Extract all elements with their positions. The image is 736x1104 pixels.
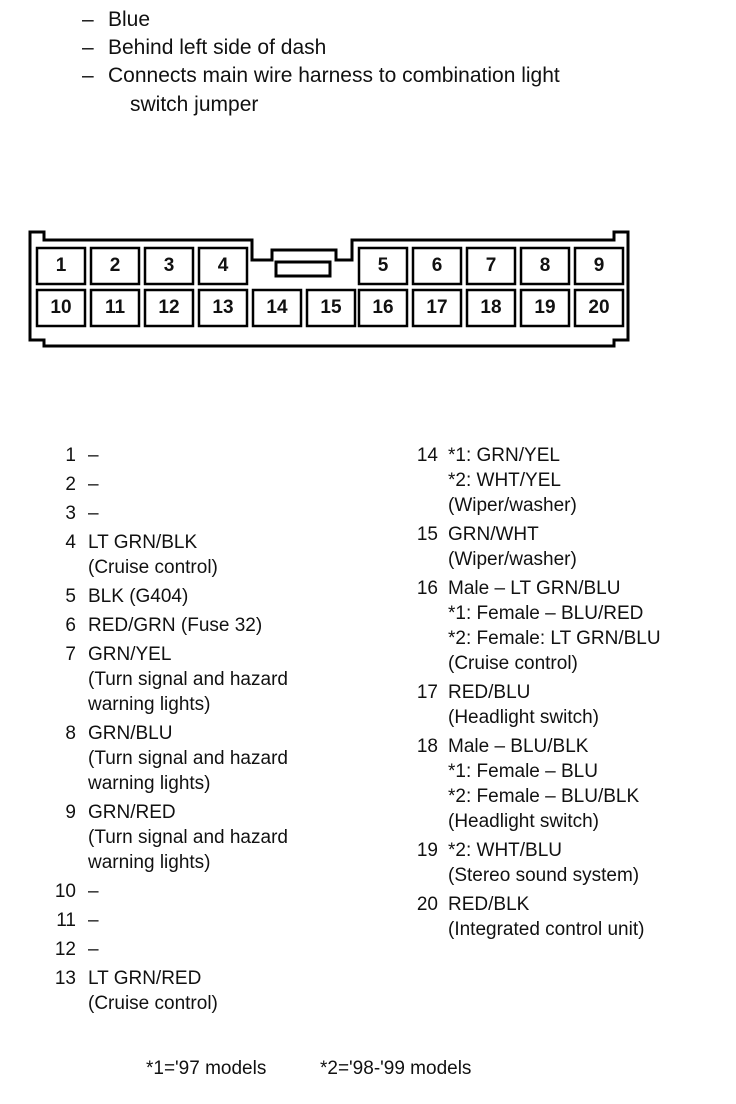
pin-entry-number: 11 [56,910,76,931]
pin-entry-number: 14 [416,445,438,466]
connector-location: Behind left side of dash [108,36,327,59]
pin-number-1: 1 [55,255,67,276]
pin-entry-number: 15 [416,524,438,545]
function-line-continued [130,91,258,119]
pin-wire-color: – [88,474,99,495]
pin-number-7: 7 [485,255,497,276]
pin-description-line: (Integrated control unit) [448,919,645,940]
pin-entry-number: 19 [416,840,438,861]
pin-wire-color: – [88,910,99,931]
pin-list-right [0,443,736,946]
pin-description-line: (Turn signal and hazard [88,669,288,690]
pin-number-2: 2 [109,255,121,276]
pin-wire-color: – [88,881,99,902]
pin-entry-16 [0,576,736,676]
pin-entry-19 [0,838,736,888]
pin-number-18: 18 [480,297,502,318]
footnote-1: *1='97 models [146,1058,267,1079]
pin-entry-18 [0,734,736,834]
pin-entry-number: 20 [416,894,438,915]
pin-description-line: (Cruise control) [88,557,218,578]
connector-outline [0,220,736,360]
footnote-2: *2='98-'99 models [320,1058,472,1079]
pin-description-line: *2: WHT/YEL [448,470,561,491]
pin-number-10: 10 [50,297,72,318]
pin-description-line: (Headlight switch) [448,811,599,832]
pin-number-8: 8 [539,255,551,276]
pin-number-15: 15 [320,297,342,318]
pin-entry-number: 9 [65,802,76,823]
pin-number-19: 19 [534,297,556,318]
pin-wire-color: – [88,445,99,466]
pin-description-line: (Cruise control) [448,653,578,674]
connector-color: Blue [108,8,151,31]
pin-number-5: 5 [377,255,389,276]
pin-description-line: warning lights) [88,694,211,715]
pin-number-3: 3 [163,255,175,276]
pin-wire-color: RED/BLU [448,682,531,703]
pin-wire-color: Male – BLU/BLK [448,736,589,757]
pin-description-line: *2: Female – BLU/BLK [448,786,640,807]
pin-description-line: (Wiper/washer) [448,549,577,570]
pin-entry-number: 16 [416,578,438,599]
pin-description-line: (Cruise control) [88,993,218,1014]
pin-entry-number: 4 [65,532,76,553]
pin-number-11: 11 [104,297,126,318]
pin-number-9: 9 [593,255,605,276]
pin-wire-color: GRN/BLU [88,723,173,744]
pin-entry-number: 3 [65,503,76,524]
pin-number-17: 17 [426,297,448,318]
pin-wire-color: – [88,939,99,960]
connector-face-diagram [0,220,736,360]
connector-function-cont: switch jumper [130,93,259,116]
pin-entry-14 [0,443,736,518]
pin-description-line: *1: Female – BLU [448,761,598,782]
pin-number-13: 13 [212,297,234,318]
pin-entry-number: 18 [416,736,438,757]
pin-description-line: (Wiper/washer) [448,495,577,516]
pin-wire-color: *2: WHT/BLU [448,840,563,861]
pin-entry-number: 13 [54,968,76,989]
pin-description-line: warning lights) [88,852,211,873]
pin-description-line: *1: Female – BLU/RED [448,603,644,624]
pin-entry-number: 5 [65,586,76,607]
pin-description-line: *2: Female: LT GRN/BLU [448,628,661,649]
pin-wire-color: LT GRN/RED [88,968,202,989]
pin-entry-number: 1 [65,445,76,466]
pin-wire-color: – [88,503,99,524]
pin-entry-20 [0,892,736,942]
pin-wire-color: GRN/WHT [448,524,539,545]
pin-wire-color: LT GRN/BLK [88,532,198,553]
pin-entry-number: 10 [54,881,76,902]
pin-wire-color: GRN/YEL [88,644,172,665]
pin-entry-15 [0,522,736,572]
pin-number-16: 16 [372,297,394,318]
pin-number-4: 4 [217,255,229,276]
pin-entry-number: 8 [65,723,76,744]
pin-entry-17 [0,680,736,730]
pin-description-line: warning lights) [88,773,211,794]
pin-wire-color: RED/GRN (Fuse 32) [88,615,263,636]
pin-entry-number: 2 [65,474,76,495]
pin-description-line: (Stereo sound system) [448,865,640,886]
pin-entry-number: 6 [65,615,76,636]
pin-entry-number: 17 [416,682,438,703]
pin-number-12: 12 [158,297,180,318]
pin-number-20: 20 [588,297,610,318]
pin-wire-color: RED/BLK [448,894,530,915]
pin-description-line: (Turn signal and hazard [88,827,288,848]
pin-entry-13 [0,966,400,1016]
pin-entry-number: 12 [54,939,76,960]
pin-number-6: 6 [431,255,443,276]
pin-entry-number: 7 [65,644,76,665]
connector-function: Connects main wire harness to combination light [108,64,560,87]
pin-wire-color: BLK (G404) [88,586,189,607]
pin-number-14: 14 [266,297,288,318]
pin-wire-color: GRN/RED [88,802,176,823]
pin-description-line: (Headlight switch) [448,707,599,728]
pin-wire-color: *1: GRN/YEL [448,445,560,466]
pin-wire-color: Male – LT GRN/BLU [448,578,621,599]
pin-description-line: (Turn signal and hazard [88,748,288,769]
